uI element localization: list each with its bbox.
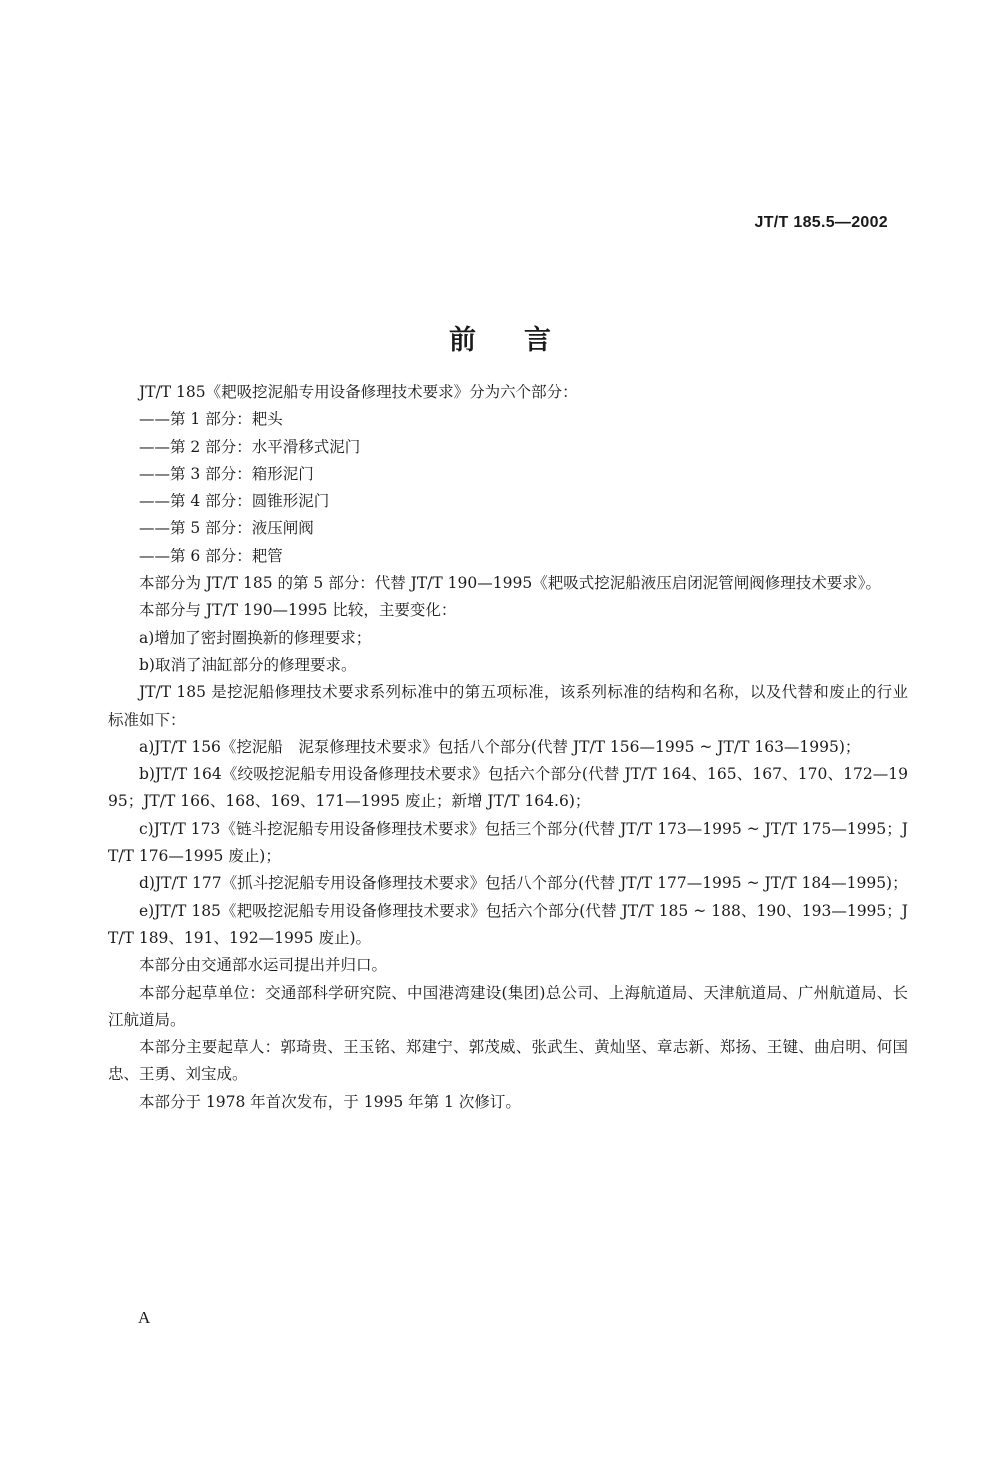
series-item: b)JT/T 164《绞吸挖泥船专用设备修理技术要求》包括六个部分(代替 JT/T 164、165、167、170、172—1995；JT/T 166、168、169、171—1995 废止；新增 JT/T 164.6)； — [108, 765, 908, 811]
series-intro: JT/T 185 是挖泥船修理技术要求系列标准中的第五项标准，该系列标准的结构和名称，以及代替和废止的行业标准如下： — [108, 683, 908, 729]
part-item: ——第 6 部分：耙管 — [139, 546, 283, 565]
replace-note: 本部分为 JT/T 185 的第 5 部分：代替 JT/T 190—1995《耙吸式挖泥船液压启闭泥管闸阀修理技术要求》。 — [139, 574, 881, 593]
drafters-paragraph: 本部分主要起草人：郭琦贵、王玉铭、郑建宁、郭茂威、张武生、黄灿坚、章志新、郑扬、王键、曲启明、何国忠、王勇、刘宝成。 — [108, 1038, 908, 1084]
proposer-paragraph: 本部分由交通部水运司提出并归口。 — [139, 956, 388, 975]
drafting-units-paragraph: 本部分起草单位：交通部科学研究院、中国港湾建设(集团)总公司、上海航道局、天津航道局、广州航道局、长江航道局。 — [108, 983, 908, 1029]
part-item: ——第 4 部分：圆锥形泥门 — [139, 492, 330, 511]
part-item: ——第 1 部分：耙头 — [139, 410, 283, 429]
part-item: ——第 5 部分：液压闸阀 — [139, 519, 314, 538]
change-item: b)取消了油缸部分的修理要求。 — [139, 655, 357, 674]
page-title: 前言 — [449, 325, 599, 356]
series-item: d)JT/T 177《抓斗挖泥船专用设备修理技术要求》包括八个部分(代替 JT/T 177—1995 ~ JT/T 184—1995)； — [139, 874, 908, 893]
document-body — [108, 379, 908, 1116]
series-item: c)JT/T 173《链斗挖泥船专用设备修理技术要求》包括三个部分(代替 JT/T 173—1995 ~ JT/T 175—1995；JT/T 176—1995 废止)； — [108, 819, 908, 866]
series-item: a)JT/T 156《挖泥船 泥泵修理技术要求》包括八个部分(代替 JT/T 156—1995 ~ JT/T 163—1995)； — [139, 737, 861, 756]
change-item: a)增加了密封圈换新的修理要求； — [139, 628, 372, 647]
part-item: ——第 3 部分：箱形泥门 — [139, 464, 314, 483]
intro-paragraph: JT/T 185《耙吸挖泥船专用设备修理技术要求》分为六个部分： — [139, 383, 578, 401]
part-item: ——第 2 部分：水平滑移式泥门 — [139, 437, 361, 456]
history-paragraph: 本部分于 1978 年首次发布，于 1995 年第 1 次修订。 — [139, 1092, 521, 1111]
series-item: e)JT/T 185《耙吸挖泥船专用设备修理技术要求》包括六个部分(代替 JT/T 185 ~ 188、190、193—1995；JT/T 189、191、192—1995 废止)。 — [108, 901, 908, 947]
compare-intro: 本部分与 JT/T 190—1995 比较，主要变化： — [139, 601, 457, 620]
standard-code: JT/T 185.5—2002 — [754, 214, 888, 231]
page-number: A — [138, 1308, 151, 1327]
